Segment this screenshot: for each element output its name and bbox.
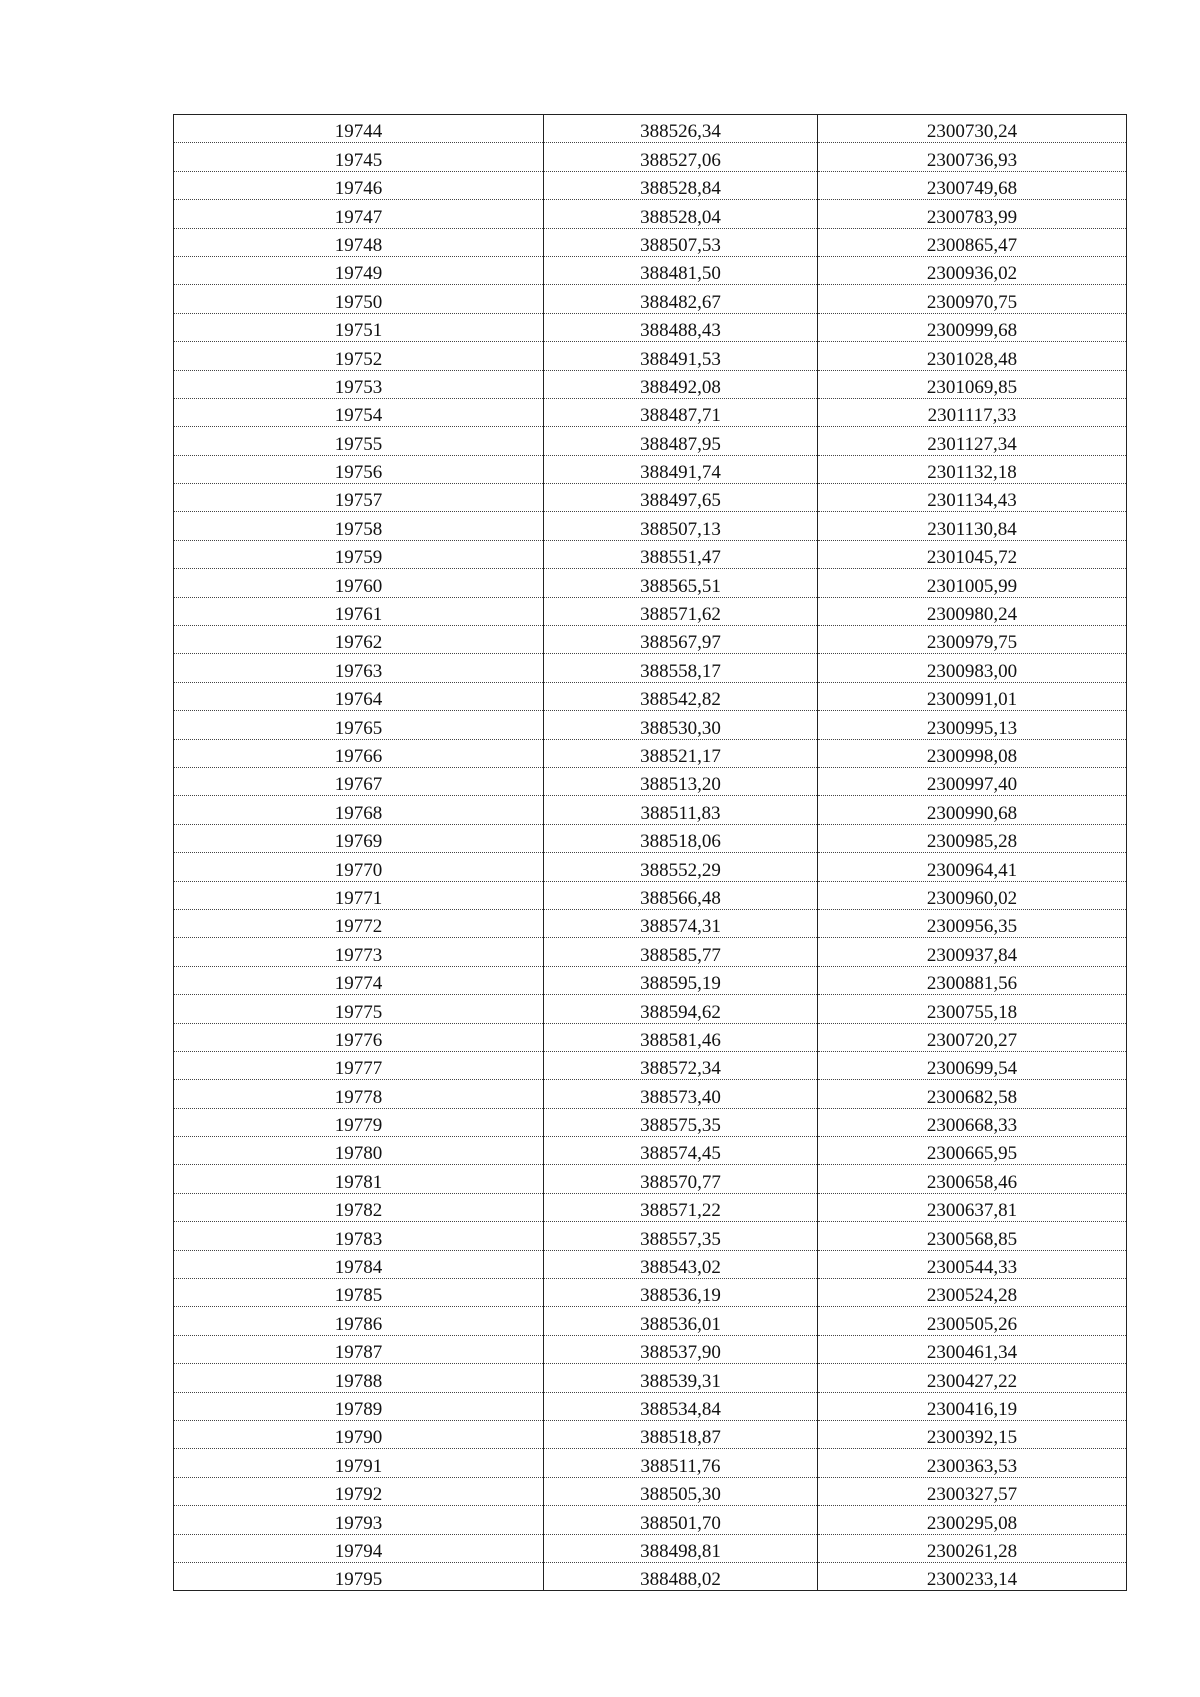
y-coordinate-cell: 2300999,68 [818,313,1127,341]
y-coordinate-cell: 2300637,81 [818,1193,1127,1221]
table-row [174,256,1127,284]
table-row [174,1165,1127,1193]
y-coordinate-cell: 2300327,57 [818,1477,1127,1505]
table-row [174,626,1127,654]
point-number-cell: 19764 [174,682,544,710]
point-number-cell: 19770 [174,853,544,881]
y-coordinate-cell: 2300668,33 [818,1108,1127,1136]
table-row [174,455,1127,483]
point-number-cell: 19756 [174,455,544,483]
point-number-cell: 19771 [174,881,544,909]
point-number-cell: 19752 [174,342,544,370]
y-coordinate-cell: 2300936,02 [818,256,1127,284]
x-coordinate-cell: 388571,62 [544,597,818,625]
x-coordinate-cell: 388557,35 [544,1222,818,1250]
x-coordinate-cell: 388539,31 [544,1364,818,1392]
table-row [174,1222,1127,1250]
y-coordinate-cell: 2300416,19 [818,1392,1127,1420]
table-row [174,1137,1127,1165]
table-row [174,1307,1127,1335]
x-coordinate-cell: 388511,83 [544,796,818,824]
x-coordinate-cell: 388488,43 [544,313,818,341]
point-number-cell: 19779 [174,1108,544,1136]
y-coordinate-cell: 2300960,02 [818,881,1127,909]
y-coordinate-cell: 2300881,56 [818,966,1127,994]
table-row [174,1279,1127,1307]
y-coordinate-cell: 2301134,43 [818,484,1127,512]
x-coordinate-cell: 388491,53 [544,342,818,370]
coordinates-table-body [174,115,1127,1591]
y-coordinate-cell: 2300658,46 [818,1165,1127,1193]
point-number-cell: 19745 [174,143,544,171]
table-row [174,1449,1127,1477]
point-number-cell: 19795 [174,1562,544,1590]
y-coordinate-cell: 2301132,18 [818,455,1127,483]
y-coordinate-cell: 2300665,95 [818,1137,1127,1165]
x-coordinate-cell: 388566,48 [544,881,818,909]
y-coordinate-cell: 2301127,34 [818,427,1127,455]
table-row [174,1335,1127,1363]
x-coordinate-cell: 388595,19 [544,966,818,994]
x-coordinate-cell: 388574,31 [544,909,818,937]
x-coordinate-cell: 388551,47 [544,540,818,568]
table-row [174,115,1127,143]
y-coordinate-cell: 2300998,08 [818,739,1127,767]
x-coordinate-cell: 388571,22 [544,1193,818,1221]
y-coordinate-cell: 2300682,58 [818,1080,1127,1108]
point-number-cell: 19784 [174,1250,544,1278]
table-row [174,200,1127,228]
y-coordinate-cell: 2301028,48 [818,342,1127,370]
table-row [174,171,1127,199]
x-coordinate-cell: 388487,95 [544,427,818,455]
table-row [174,1250,1127,1278]
x-coordinate-cell: 388536,01 [544,1307,818,1335]
y-coordinate-cell: 2300970,75 [818,285,1127,313]
x-coordinate-cell: 388567,97 [544,626,818,654]
point-number-cell: 19748 [174,228,544,256]
table-row [174,1080,1127,1108]
x-coordinate-cell: 388518,87 [544,1420,818,1448]
table-row [174,370,1127,398]
coordinates-table [173,114,1127,1591]
y-coordinate-cell: 2301069,85 [818,370,1127,398]
table-row [174,398,1127,426]
table-row [174,285,1127,313]
x-coordinate-cell: 388573,40 [544,1080,818,1108]
y-coordinate-cell: 2300261,28 [818,1534,1127,1562]
y-coordinate-cell: 2300979,75 [818,626,1127,654]
table-row [174,796,1127,824]
y-coordinate-cell: 2301130,84 [818,512,1127,540]
table-row [174,569,1127,597]
x-coordinate-cell: 388572,34 [544,1051,818,1079]
x-coordinate-cell: 388542,82 [544,682,818,710]
table-row [174,1364,1127,1392]
table-row [174,342,1127,370]
x-coordinate-cell: 388558,17 [544,654,818,682]
y-coordinate-cell: 2300736,93 [818,143,1127,171]
y-coordinate-cell: 2300964,41 [818,853,1127,881]
y-coordinate-cell: 2300524,28 [818,1279,1127,1307]
y-coordinate-cell: 2300427,22 [818,1364,1127,1392]
table-row [174,1051,1127,1079]
x-coordinate-cell: 388536,19 [544,1279,818,1307]
y-coordinate-cell: 2300755,18 [818,995,1127,1023]
point-number-cell: 19772 [174,909,544,937]
x-coordinate-cell: 388507,53 [544,228,818,256]
point-number-cell: 19794 [174,1534,544,1562]
y-coordinate-cell: 2300997,40 [818,767,1127,795]
point-number-cell: 19754 [174,398,544,426]
point-number-cell: 19783 [174,1222,544,1250]
x-coordinate-cell: 388497,65 [544,484,818,512]
y-coordinate-cell: 2300937,84 [818,938,1127,966]
table-row [174,1023,1127,1051]
y-coordinate-cell: 2300983,00 [818,654,1127,682]
point-number-cell: 19769 [174,824,544,852]
x-coordinate-cell: 388528,04 [544,200,818,228]
table-row [174,711,1127,739]
x-coordinate-cell: 388528,84 [544,171,818,199]
y-coordinate-cell: 2301005,99 [818,569,1127,597]
point-number-cell: 19773 [174,938,544,966]
point-number-cell: 19746 [174,171,544,199]
x-coordinate-cell: 388492,08 [544,370,818,398]
y-coordinate-cell: 2300363,53 [818,1449,1127,1477]
table-row [174,1108,1127,1136]
table-row [174,1392,1127,1420]
y-coordinate-cell: 2300749,68 [818,171,1127,199]
point-number-cell: 19766 [174,739,544,767]
table-row [174,739,1127,767]
point-number-cell: 19776 [174,1023,544,1051]
point-number-cell: 19753 [174,370,544,398]
point-number-cell: 19751 [174,313,544,341]
y-coordinate-cell: 2300995,13 [818,711,1127,739]
table-row [174,484,1127,512]
y-coordinate-cell: 2300985,28 [818,824,1127,852]
x-coordinate-cell: 388507,13 [544,512,818,540]
point-number-cell: 19765 [174,711,544,739]
y-coordinate-cell: 2300730,24 [818,115,1127,143]
x-coordinate-cell: 388537,90 [544,1335,818,1363]
table-row [174,597,1127,625]
x-coordinate-cell: 388581,46 [544,1023,818,1051]
y-coordinate-cell: 2300991,01 [818,682,1127,710]
x-coordinate-cell: 388501,70 [544,1506,818,1534]
x-coordinate-cell: 388574,45 [544,1137,818,1165]
x-coordinate-cell: 388530,30 [544,711,818,739]
table-row [174,228,1127,256]
point-number-cell: 19762 [174,626,544,654]
x-coordinate-cell: 388565,51 [544,569,818,597]
point-number-cell: 19777 [174,1051,544,1079]
point-number-cell: 19768 [174,796,544,824]
x-coordinate-cell: 388543,02 [544,1250,818,1278]
y-coordinate-cell: 2300461,34 [818,1335,1127,1363]
table-row [174,427,1127,455]
point-number-cell: 19782 [174,1193,544,1221]
x-coordinate-cell: 388513,20 [544,767,818,795]
table-row [174,1562,1127,1590]
point-number-cell: 19761 [174,597,544,625]
y-coordinate-cell: 2300568,85 [818,1222,1127,1250]
table-row [174,1506,1127,1534]
x-coordinate-cell: 388534,84 [544,1392,818,1420]
point-number-cell: 19788 [174,1364,544,1392]
x-coordinate-cell: 388570,77 [544,1165,818,1193]
table-row [174,512,1127,540]
table-row [174,143,1127,171]
point-number-cell: 19759 [174,540,544,568]
table-row [174,767,1127,795]
point-number-cell: 19778 [174,1080,544,1108]
point-number-cell: 19781 [174,1165,544,1193]
y-coordinate-cell: 2301117,33 [818,398,1127,426]
table-row [174,938,1127,966]
table-row [174,654,1127,682]
x-coordinate-cell: 388491,74 [544,455,818,483]
table-row [174,1477,1127,1505]
table-row [174,881,1127,909]
x-coordinate-cell: 388521,17 [544,739,818,767]
x-coordinate-cell: 388585,77 [544,938,818,966]
point-number-cell: 19744 [174,115,544,143]
y-coordinate-cell: 2300980,24 [818,597,1127,625]
x-coordinate-cell: 388526,34 [544,115,818,143]
y-coordinate-cell: 2300990,68 [818,796,1127,824]
y-coordinate-cell: 2300544,33 [818,1250,1127,1278]
table-row [174,313,1127,341]
x-coordinate-cell: 388498,81 [544,1534,818,1562]
x-coordinate-cell: 388511,76 [544,1449,818,1477]
x-coordinate-cell: 388518,06 [544,824,818,852]
point-number-cell: 19747 [174,200,544,228]
y-coordinate-cell: 2301045,72 [818,540,1127,568]
table-row [174,682,1127,710]
x-coordinate-cell: 388487,71 [544,398,818,426]
point-number-cell: 19775 [174,995,544,1023]
x-coordinate-cell: 388505,30 [544,1477,818,1505]
y-coordinate-cell: 2300392,15 [818,1420,1127,1448]
y-coordinate-cell: 2300720,27 [818,1023,1127,1051]
point-number-cell: 19758 [174,512,544,540]
table-row [174,909,1127,937]
table-row [174,1420,1127,1448]
point-number-cell: 19792 [174,1477,544,1505]
x-coordinate-cell: 388552,29 [544,853,818,881]
x-coordinate-cell: 388527,06 [544,143,818,171]
y-coordinate-cell: 2300699,54 [818,1051,1127,1079]
x-coordinate-cell: 388594,62 [544,995,818,1023]
point-number-cell: 19789 [174,1392,544,1420]
point-number-cell: 19763 [174,654,544,682]
y-coordinate-cell: 2300783,99 [818,200,1127,228]
y-coordinate-cell: 2300505,26 [818,1307,1127,1335]
point-number-cell: 19774 [174,966,544,994]
table-row [174,966,1127,994]
y-coordinate-cell: 2300956,35 [818,909,1127,937]
point-number-cell: 19749 [174,256,544,284]
point-number-cell: 19760 [174,569,544,597]
point-number-cell: 19786 [174,1307,544,1335]
point-number-cell: 19793 [174,1506,544,1534]
point-number-cell: 19780 [174,1137,544,1165]
x-coordinate-cell: 388482,67 [544,285,818,313]
point-number-cell: 19791 [174,1449,544,1477]
table-row [174,1193,1127,1221]
point-number-cell: 19790 [174,1420,544,1448]
y-coordinate-cell: 2300865,47 [818,228,1127,256]
table-row [174,824,1127,852]
point-number-cell: 19757 [174,484,544,512]
table-row [174,995,1127,1023]
point-number-cell: 19785 [174,1279,544,1307]
y-coordinate-cell: 2300295,08 [818,1506,1127,1534]
point-number-cell: 19767 [174,767,544,795]
y-coordinate-cell: 2300233,14 [818,1562,1127,1590]
point-number-cell: 19787 [174,1335,544,1363]
table-row [174,853,1127,881]
point-number-cell: 19755 [174,427,544,455]
point-number-cell: 19750 [174,285,544,313]
x-coordinate-cell: 388488,02 [544,1562,818,1590]
table-row [174,1534,1127,1562]
x-coordinate-cell: 388481,50 [544,256,818,284]
x-coordinate-cell: 388575,35 [544,1108,818,1136]
table-row [174,540,1127,568]
